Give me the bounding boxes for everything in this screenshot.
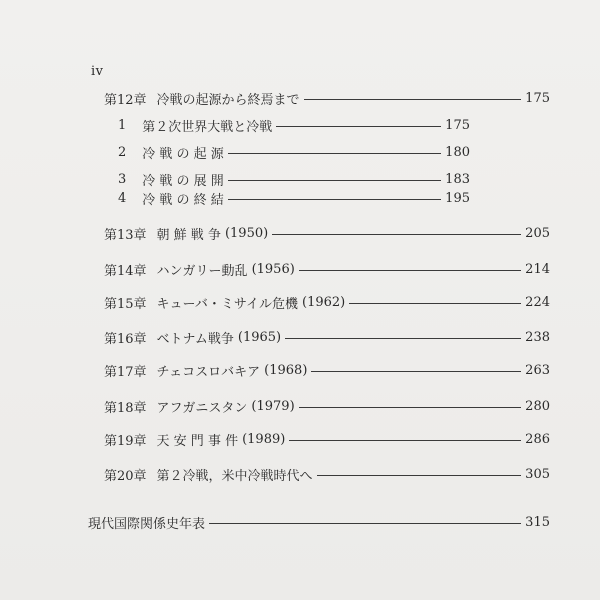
chapter-number: 第20章 (104, 469, 147, 484)
chapter-page: 205 (525, 226, 550, 241)
leader-line (209, 523, 521, 524)
section-title: 冷 戦 の 終 結 (142, 193, 224, 208)
toc-entry-appendix[interactable] (88, 513, 550, 532)
chapter-page: 238 (525, 330, 550, 345)
leader-line (299, 270, 521, 271)
chapter-page: 214 (525, 262, 550, 277)
chapter-year: (1956) (251, 262, 295, 277)
chapter-number: 第13章 (104, 228, 147, 243)
appendix-page: 315 (525, 515, 550, 530)
chapter-year: (1979) (251, 399, 295, 414)
toc-entry-section-4[interactable] (118, 189, 470, 208)
leader-line (272, 234, 521, 235)
toc-entry-chapter-14[interactable] (104, 260, 550, 279)
leader-line (317, 475, 522, 476)
toc-entry-chapter-16[interactable] (104, 328, 550, 347)
leader-line (299, 407, 522, 408)
chapter-page: 286 (525, 432, 550, 447)
chapter-number: 第12章 (104, 93, 147, 108)
chapter-page: 263 (525, 363, 550, 378)
chapter-year: (1962) (302, 295, 346, 310)
section-title: 冷 戦 の 起 源 (142, 147, 224, 162)
toc-entry-chapter-12[interactable] (104, 89, 550, 108)
toc-entry-chapter-18[interactable] (104, 397, 550, 416)
toc-entry-chapter-15[interactable] (104, 293, 550, 312)
leader-line (228, 199, 441, 200)
chapter-number: 第17章 (104, 365, 147, 380)
chapter-number: 第18章 (104, 401, 147, 416)
chapter-year: (1950) (224, 226, 269, 241)
chapter-title: キューバ・ミサイル危機 (156, 297, 298, 312)
leader-line (285, 338, 521, 339)
toc-entry-chapter-13[interactable] (104, 224, 550, 243)
section-page: 180 (445, 145, 470, 160)
chapter-page: 305 (525, 467, 550, 482)
chapter-number: 第14章 (104, 264, 147, 279)
chapter-number: 第15章 (104, 297, 147, 312)
chapter-year: (1989) (242, 432, 286, 447)
section-number: 4 (118, 191, 127, 206)
section-page: 175 (445, 118, 470, 133)
leader-line (311, 371, 521, 372)
chapter-year: (1965) (237, 330, 282, 345)
chapter-page: 175 (525, 91, 550, 106)
leader-line (304, 99, 522, 100)
page-number: iv (91, 64, 104, 79)
section-title: 第２次世界大戦と冷戦 (142, 120, 273, 135)
chapter-title: アフガニスタン (156, 401, 248, 416)
chapter-title: チェコスロバキア (156, 365, 261, 380)
toc-entry-chapter-19[interactable] (104, 430, 550, 449)
leader-line (289, 440, 521, 441)
leader-line (349, 303, 521, 304)
toc-entry-section-1[interactable] (118, 116, 470, 135)
chapter-title: 冷戦の起源から終焉まで (156, 93, 300, 108)
section-page: 183 (445, 172, 470, 187)
toc-entry-chapter-17[interactable] (104, 361, 550, 380)
section-number: 2 (118, 145, 127, 160)
chapter-number: 第16章 (104, 332, 147, 347)
leader-line (228, 180, 441, 181)
chapter-title: 第２冷戦，米中冷戦時代へ (156, 469, 313, 484)
section-page: 195 (445, 191, 470, 206)
appendix-title: 現代国際関係史年表 (88, 517, 206, 532)
chapter-title: ハンガリー動乱 (156, 264, 248, 279)
chapter-title: 天 安 門 事 件 (156, 434, 239, 449)
toc-entry-section-2[interactable] (118, 143, 470, 162)
chapter-page: 224 (525, 295, 550, 310)
section-number: 1 (118, 118, 127, 133)
toc-entry-section-3[interactable] (118, 170, 470, 189)
chapter-title: ベトナム戦争 (156, 332, 234, 347)
section-title: 冷 戦 の 展 開 (142, 174, 224, 189)
section-number: 3 (118, 172, 127, 187)
chapter-title: 朝 鮮 戦 争 (156, 228, 221, 243)
toc-entry-chapter-20[interactable] (104, 465, 550, 484)
chapter-page: 280 (525, 399, 550, 414)
chapter-number: 第19章 (104, 434, 147, 449)
leader-line (228, 153, 441, 154)
chapter-year: (1968) (264, 363, 308, 378)
leader-line (276, 126, 441, 127)
